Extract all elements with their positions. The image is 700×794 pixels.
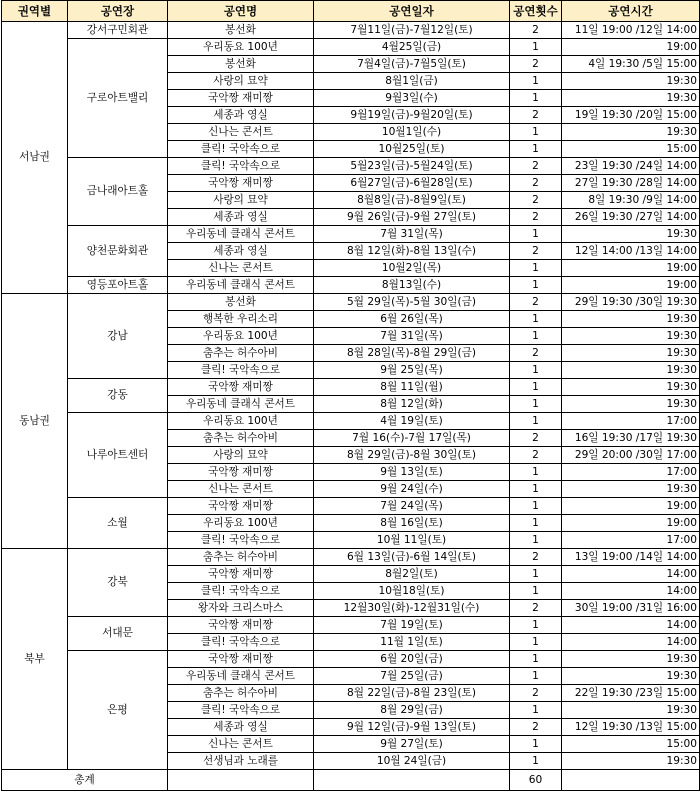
time-cell: 19:30 — [562, 362, 700, 379]
time-cell: 11일 19:00 /12일 14:00 — [562, 22, 700, 39]
title-cell: 사랑의 묘약 — [168, 192, 314, 209]
count-cell: 1 — [510, 73, 562, 90]
time-cell: 17:00 — [562, 532, 700, 549]
header-count: 공연횟수 — [510, 1, 562, 22]
title-cell: 봉선화 — [168, 294, 314, 311]
date-cell: 4월 19일(토) — [314, 413, 510, 430]
venue-cell: 소월 — [68, 498, 168, 549]
schedule-body — [2, 22, 700, 770]
time-cell: 19일 19:30 /20일 15:00 — [562, 107, 700, 124]
date-cell: 8월 16일(토) — [314, 515, 510, 532]
title-cell: 봉선화 — [168, 56, 314, 73]
title-cell: 국악짱 재미짱 — [168, 566, 314, 583]
date-cell: 9월 13일(토) — [314, 464, 510, 481]
count-cell: 1 — [510, 464, 562, 481]
venue-cell: 서대문 — [68, 617, 168, 651]
time-cell: 22일 19:30 /23일 15:00 — [562, 685, 700, 702]
count-cell: 1 — [510, 651, 562, 668]
time-cell: 13일 19:00 /14일 14:00 — [562, 549, 700, 566]
time-cell: 30일 19:00 /31일 16:00 — [562, 600, 700, 617]
date-cell: 6월 20일(금) — [314, 651, 510, 668]
count-cell: 2 — [510, 430, 562, 447]
count-cell: 2 — [510, 243, 562, 260]
count-cell: 1 — [510, 498, 562, 515]
time-cell: 29일 19:30 /30일 19:30 — [562, 294, 700, 311]
time-cell: 23일 19:30 /24일 14:00 — [562, 158, 700, 175]
date-cell: 8월2일(토) — [314, 566, 510, 583]
count-cell: 2 — [510, 192, 562, 209]
count-cell: 1 — [510, 634, 562, 651]
title-cell: 국악짱 재미짱 — [168, 464, 314, 481]
date-cell: 10월2일(목) — [314, 260, 510, 277]
time-cell: 19:30 — [562, 481, 700, 498]
time-cell: 19:30 — [562, 328, 700, 345]
time-cell: 12일 19:30 /13일 15:00 — [562, 719, 700, 736]
date-cell: 8월 28일(목)-8월 29일(금) — [314, 345, 510, 362]
table-row — [2, 549, 700, 566]
total-row — [2, 770, 700, 791]
count-cell: 2 — [510, 549, 562, 566]
count-cell: 1 — [510, 566, 562, 583]
date-cell: 7월 24일(목) — [314, 498, 510, 515]
table-row — [2, 226, 700, 243]
date-cell: 6월27일(금)-6월28일(토) — [314, 175, 510, 192]
date-cell: 6월 13일(금)-6월 14일(토) — [314, 549, 510, 566]
title-cell: 신나는 콘서트 — [168, 481, 314, 498]
title-cell: 우리동네 클래식 콘서트 — [168, 396, 314, 413]
count-cell: 1 — [510, 379, 562, 396]
date-cell: 6월 26일(목) — [314, 311, 510, 328]
count-cell: 2 — [510, 447, 562, 464]
count-cell: 1 — [510, 617, 562, 634]
date-cell: 8월 12일(화)-8월 13일(수) — [314, 243, 510, 260]
title-cell: 우리동네 클래식 콘서트 — [168, 668, 314, 685]
title-cell: 클릭! 국악속으로 — [168, 362, 314, 379]
table-row — [2, 379, 700, 396]
date-cell: 7월11일(금)-7월12일(토) — [314, 22, 510, 39]
title-cell: 우리동요 100년 — [168, 39, 314, 56]
date-cell: 4월25일(금) — [314, 39, 510, 56]
title-cell: 왕자와 크리스마스 — [168, 600, 314, 617]
date-cell: 8월 22일(금)-8월 23일(토) — [314, 685, 510, 702]
title-cell: 우리동요 100년 — [168, 515, 314, 532]
count-cell: 2 — [510, 158, 562, 175]
time-cell: 19:00 — [562, 260, 700, 277]
count-cell: 2 — [510, 345, 562, 362]
title-cell: 국악짱 재미짱 — [168, 617, 314, 634]
title-cell: 국악짱 재미짱 — [168, 90, 314, 107]
table-row — [2, 158, 700, 175]
title-cell: 사랑의 묘약 — [168, 447, 314, 464]
date-cell: 8월 29일(금)-8월 30일(토) — [314, 447, 510, 464]
title-cell: 신나는 콘서트 — [168, 260, 314, 277]
time-cell: 19:30 — [562, 668, 700, 685]
date-cell: 8월 11일(월) — [314, 379, 510, 396]
count-cell: 2 — [510, 209, 562, 226]
table-row — [2, 294, 700, 311]
time-cell: 17:00 — [562, 413, 700, 430]
time-cell: 14:00 — [562, 583, 700, 600]
time-cell: 26일 19:30 /27일 14:00 — [562, 209, 700, 226]
header-row — [2, 1, 700, 22]
table-row — [2, 651, 700, 668]
date-cell: 7월 31일(목) — [314, 226, 510, 243]
title-cell: 세종과 영실 — [168, 243, 314, 260]
count-cell: 1 — [510, 141, 562, 158]
date-cell: 10월 24일(금) — [314, 753, 510, 770]
count-cell: 1 — [510, 362, 562, 379]
venue-cell: 강동 — [68, 379, 168, 413]
count-cell: 1 — [510, 39, 562, 56]
date-cell: 8월13일(수) — [314, 277, 510, 294]
count-cell: 2 — [510, 294, 562, 311]
time-cell: 17:00 — [562, 464, 700, 481]
header-date: 공연일자 — [314, 1, 510, 22]
venue-cell: 은평 — [68, 651, 168, 770]
count-cell: 1 — [510, 260, 562, 277]
count-cell: 1 — [510, 753, 562, 770]
time-cell: 14:00 — [562, 566, 700, 583]
date-cell: 7월 19일(토) — [314, 617, 510, 634]
date-cell: 7월 31일(목) — [314, 328, 510, 345]
time-cell: 29일 20:00 /30일 17:00 — [562, 447, 700, 464]
total-label: 총계 — [2, 770, 168, 791]
count-cell: 2 — [510, 685, 562, 702]
time-cell: 19:30 — [562, 702, 700, 719]
time-cell: 19:30 — [562, 651, 700, 668]
title-cell: 국악짱 재미짱 — [168, 175, 314, 192]
venue-cell: 나루아트센터 — [68, 413, 168, 498]
time-cell: 19:30 — [562, 379, 700, 396]
count-cell: 1 — [510, 702, 562, 719]
date-cell: 5월 29일(목)-5월 30일(금) — [314, 294, 510, 311]
table-row — [2, 39, 700, 56]
region-cell: 북부 — [2, 549, 68, 770]
title-cell: 세종과 영실 — [168, 107, 314, 124]
time-cell: 8일 19:30 /9일 14:00 — [562, 192, 700, 209]
count-cell: 1 — [510, 226, 562, 243]
title-cell: 행복한 우리소리 — [168, 311, 314, 328]
time-cell: 4일 19:30 /5일 15:00 — [562, 56, 700, 73]
count-cell: 1 — [510, 515, 562, 532]
time-cell: 19:30 — [562, 396, 700, 413]
count-cell: 1 — [510, 328, 562, 345]
title-cell: 국악짱 재미짱 — [168, 379, 314, 396]
count-cell: 2 — [510, 600, 562, 617]
date-cell: 9월 24일(수) — [314, 481, 510, 498]
count-cell: 1 — [510, 396, 562, 413]
date-cell: 5월23일(금)-5월24일(토) — [314, 158, 510, 175]
venue-cell: 양천문화회관 — [68, 226, 168, 277]
time-cell: 19:30 — [562, 124, 700, 141]
count-cell: 1 — [510, 668, 562, 685]
venue-cell: 금나래아트홀 — [68, 158, 168, 226]
title-cell: 춤추는 허수아비 — [168, 430, 314, 447]
date-cell: 10월18일(토) — [314, 583, 510, 600]
header-venue: 공연장 — [68, 1, 168, 22]
header-region: 권역별 — [2, 1, 68, 22]
time-cell: 15:00 — [562, 141, 700, 158]
date-cell: 7월4일(금)-7월5일(토) — [314, 56, 510, 73]
title-cell: 봉선화 — [168, 22, 314, 39]
date-cell: 9월 25일(목) — [314, 362, 510, 379]
venue-cell: 영등포아트홀 — [68, 277, 168, 294]
title-cell: 국악짱 재미짱 — [168, 498, 314, 515]
time-cell: 19:30 — [562, 226, 700, 243]
count-cell: 2 — [510, 175, 562, 192]
title-cell: 춤추는 허수아비 — [168, 685, 314, 702]
title-cell: 클릭! 국악속으로 — [168, 158, 314, 175]
title-cell: 클릭! 국악속으로 — [168, 634, 314, 651]
title-cell: 신나는 콘서트 — [168, 124, 314, 141]
count-cell: 2 — [510, 56, 562, 73]
title-cell: 클릭! 국악속으로 — [168, 141, 314, 158]
region-cell: 동남권 — [2, 294, 68, 549]
count-cell: 1 — [510, 90, 562, 107]
date-cell: 9월 27일(토) — [314, 736, 510, 753]
count-cell: 1 — [510, 532, 562, 549]
time-cell: 19:30 — [562, 311, 700, 328]
count-cell: 2 — [510, 22, 562, 39]
total-empty-title — [168, 770, 314, 791]
title-cell: 춤추는 허수아비 — [168, 345, 314, 362]
title-cell: 우리동요 100년 — [168, 328, 314, 345]
time-cell: 14:00 — [562, 617, 700, 634]
date-cell: 12월30일(화)-12월31일(수) — [314, 600, 510, 617]
date-cell: 11월 1일(토) — [314, 634, 510, 651]
time-cell: 19:30 — [562, 90, 700, 107]
date-cell: 9월 12일(금)-9월 13일(토) — [314, 719, 510, 736]
title-cell: 세종과 영실 — [168, 719, 314, 736]
total-empty-date — [314, 770, 510, 791]
title-cell: 우리동요 100년 — [168, 413, 314, 430]
count-cell: 1 — [510, 124, 562, 141]
time-cell: 19:00 — [562, 39, 700, 56]
title-cell: 클릭! 국악속으로 — [168, 532, 314, 549]
table-row — [2, 617, 700, 634]
date-cell: 9월3일(수) — [314, 90, 510, 107]
time-cell: 19:00 — [562, 277, 700, 294]
table-row — [2, 277, 700, 294]
region-cell: 서남권 — [2, 22, 68, 294]
time-cell: 15:00 — [562, 736, 700, 753]
venue-cell: 강서구민회관 — [68, 22, 168, 39]
date-cell: 9월 26일(금)-9월 27일(토) — [314, 209, 510, 226]
date-cell: 10월1일(수) — [314, 124, 510, 141]
table-row — [2, 413, 700, 430]
date-cell: 8월 12일(화) — [314, 396, 510, 413]
time-cell: 14:00 — [562, 634, 700, 651]
title-cell: 선생님과 노래를 — [168, 753, 314, 770]
title-cell: 클릭! 국악속으로 — [168, 702, 314, 719]
title-cell: 클릭! 국악속으로 — [168, 583, 314, 600]
count-cell: 1 — [510, 481, 562, 498]
total-empty-time — [562, 770, 700, 791]
count-cell: 1 — [510, 277, 562, 294]
time-cell: 19:30 — [562, 753, 700, 770]
title-cell: 신나는 콘서트 — [168, 736, 314, 753]
time-cell: 19:30 — [562, 345, 700, 362]
time-cell: 12일 14:00 /13일 14:00 — [562, 243, 700, 260]
date-cell: 8월1일(금) — [314, 73, 510, 90]
title-cell: 국악짱 재미짱 — [168, 651, 314, 668]
time-cell: 16일 19:30 /17일 19:30 — [562, 430, 700, 447]
count-cell: 1 — [510, 311, 562, 328]
count-cell: 1 — [510, 583, 562, 600]
title-cell: 우리동네 클래식 콘서트 — [168, 226, 314, 243]
date-cell: 7월 25일(금) — [314, 668, 510, 685]
count-cell: 1 — [510, 413, 562, 430]
count-cell: 2 — [510, 719, 562, 736]
time-cell: 19:00 — [562, 498, 700, 515]
total-count: 60 — [510, 770, 562, 791]
date-cell: 7월 16(수)-7월 17일(목) — [314, 430, 510, 447]
venue-cell: 강북 — [68, 549, 168, 617]
date-cell: 9월19일(금)-9월20일(토) — [314, 107, 510, 124]
date-cell: 8월 29일(금) — [314, 702, 510, 719]
count-cell: 1 — [510, 736, 562, 753]
title-cell: 사랑의 묘약 — [168, 73, 314, 90]
time-cell: 19:00 — [562, 515, 700, 532]
date-cell: 10월 11일(토) — [314, 532, 510, 549]
title-cell: 우리동네 클래식 콘서트 — [168, 277, 314, 294]
title-cell: 춤추는 허수아비 — [168, 549, 314, 566]
date-cell: 10월25일(토) — [314, 141, 510, 158]
header-title: 공연명 — [168, 1, 314, 22]
table-row — [2, 498, 700, 515]
time-cell: 19:30 — [562, 73, 700, 90]
date-cell: 8월8일(금)-8월9일(토) — [314, 192, 510, 209]
venue-cell: 강남 — [68, 294, 168, 379]
count-cell: 2 — [510, 107, 562, 124]
performance-schedule-table — [1, 0, 700, 791]
time-cell: 27일 19:30 /28일 14:00 — [562, 175, 700, 192]
venue-cell: 구로아트밸리 — [68, 39, 168, 158]
header-time: 공연시간 — [562, 1, 700, 22]
title-cell: 세종과 영실 — [168, 209, 314, 226]
table-row — [2, 22, 700, 39]
